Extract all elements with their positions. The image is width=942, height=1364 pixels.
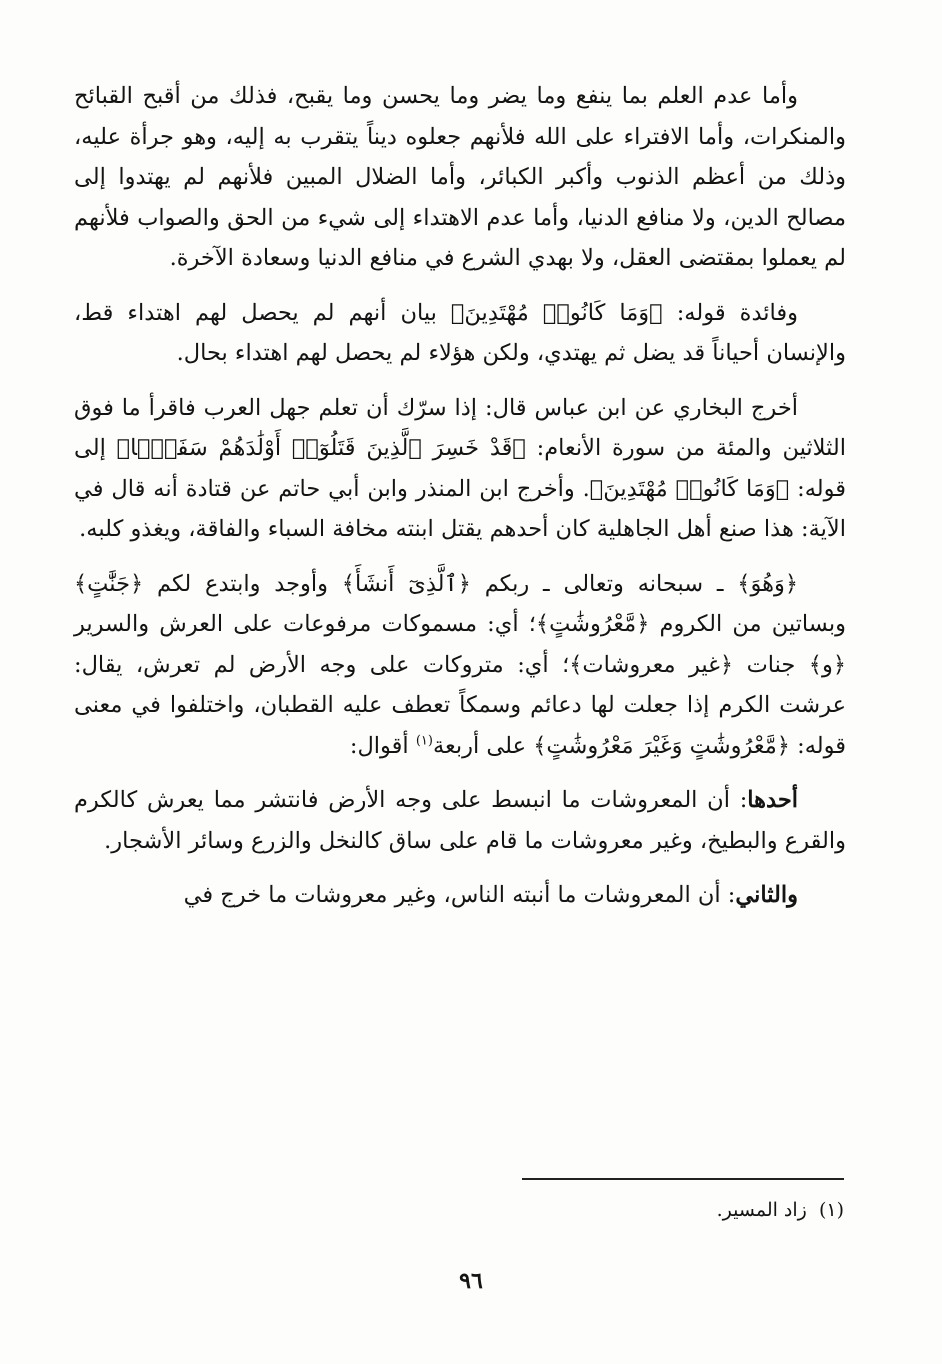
paragraph-4-end: أقوال: bbox=[349, 732, 416, 759]
paragraph-1 bbox=[74, 76, 846, 279]
paragraph-1-text: وأما عدم العلم بما ينفع وما يضر وما يحسن وما يقبح، فذلك من أقبح القبائح والمنكرات، وأما الافتراء على الله فلأنهم جعلوه ديناً يتقرب به إليه، وهو جرأة عليه، وذلك من أعظم الذنوب وأكبر الكبائر، وأما الضلال المبين فلأنهم لم يهتدوا إلى مصالح الدين، ولا منافع الدنيا، وأما عدم الاهتداء إلى شيء من الحق والصواب فلأنهم لم يعملوا بمقتضى العقل، ولا بهدي الشرع في منافع الدنيا وسعادة الآخرة. bbox=[74, 83, 847, 271]
footnote-marker[interactable]: (١) bbox=[415, 733, 433, 748]
paragraph-6-text: : أن المعروشات ما أنبته الناس، وغير معروشات ما خرج في bbox=[183, 882, 736, 908]
paragraph-5 bbox=[74, 780, 846, 861]
paragraph-5-text: : أن المعروشات ما انبسط على وجه الأرض فانتشر مما يعرش كالكرم والقرع والبطيخ، وغير معروشات ما قام على ساق كالنخل والزرع وسائر الأشجار. bbox=[74, 787, 846, 854]
paragraph-5-label: أحدها bbox=[747, 787, 798, 813]
paragraph-6 bbox=[74, 875, 846, 916]
paragraph-3 bbox=[74, 388, 846, 550]
paragraph-2 bbox=[74, 293, 846, 374]
footnote bbox=[717, 1197, 844, 1223]
paragraph-4-text: ﴿وَهُوَ﴾ ـ سبحانه وتعالى ـ ربكم ﴿ٱلَّذِىٓ أَنشَأَ﴾ وأوجد وابتدع لكم ﴿جَنَّٰتٍ﴾ وبساتين من الكروم ﴿مَّعْرُوشَٰتٍ﴾؛ أي: مسموكات مرفوعات على العرش والسرير ﴿و﴾ جنات ﴿غير معروشات﴾؛ أي: متروكات على وجه الأرض لم تعرش، يقال: عرشت الكرم إذا جعلت لها دعائم وسمكاً تعطف عليه القطبان، واختلفوا في معنى قوله: ﴿مَّعْرُوشَٰتٍ وَغَيْرَ مَعْرُوشَٰتٍ﴾ على أربعة bbox=[74, 570, 846, 759]
paragraph-2-text: وفائدة قوله: ﴿وَمَا كَانُوا۟ مُهْتَدِينَ﴾ بيان أنهم لم يحصل لهم اهتداء قط، والإنسان أحياناً قد يضل ثم يهتدي، ولكن هؤلاء لم يحصل لهم اهتداء بحال. bbox=[74, 299, 846, 366]
paragraph-4 bbox=[74, 564, 846, 767]
footnote-divider bbox=[522, 1178, 844, 1180]
footnote-number: (١) bbox=[818, 1199, 844, 1221]
paragraph-3-text: أخرج البخاري عن ابن عباس قال: إذا سرّك أن تعلم جهل العرب فاقرأ ما فوق الثلاثين والمئة من سورة الأنعام: ﴿قَدْ خَسِرَ ٱلَّذِينَ قَتَلُوٓا۟ أَوْلَٰدَهُمْ سَفَهًۢا﴾ إلى قوله: ﴿وَمَا كَانُوا۟ مُهْتَدِينَ﴾. وأخرج ابن المنذر وابن أبي حاتم عن قتادة أنه قال في الآية: هذا صنع أهل الجاهلية كان أحدهم يقتل ابنته مخافة السباء والفاقة، ويغذو كلبه. bbox=[74, 394, 846, 542]
paragraph-6-label: والثاني bbox=[735, 882, 798, 908]
footnote-text: زاد المسير. bbox=[716, 1199, 807, 1221]
page-number: ٩٦ bbox=[459, 1268, 483, 1294]
page-body bbox=[74, 76, 846, 930]
